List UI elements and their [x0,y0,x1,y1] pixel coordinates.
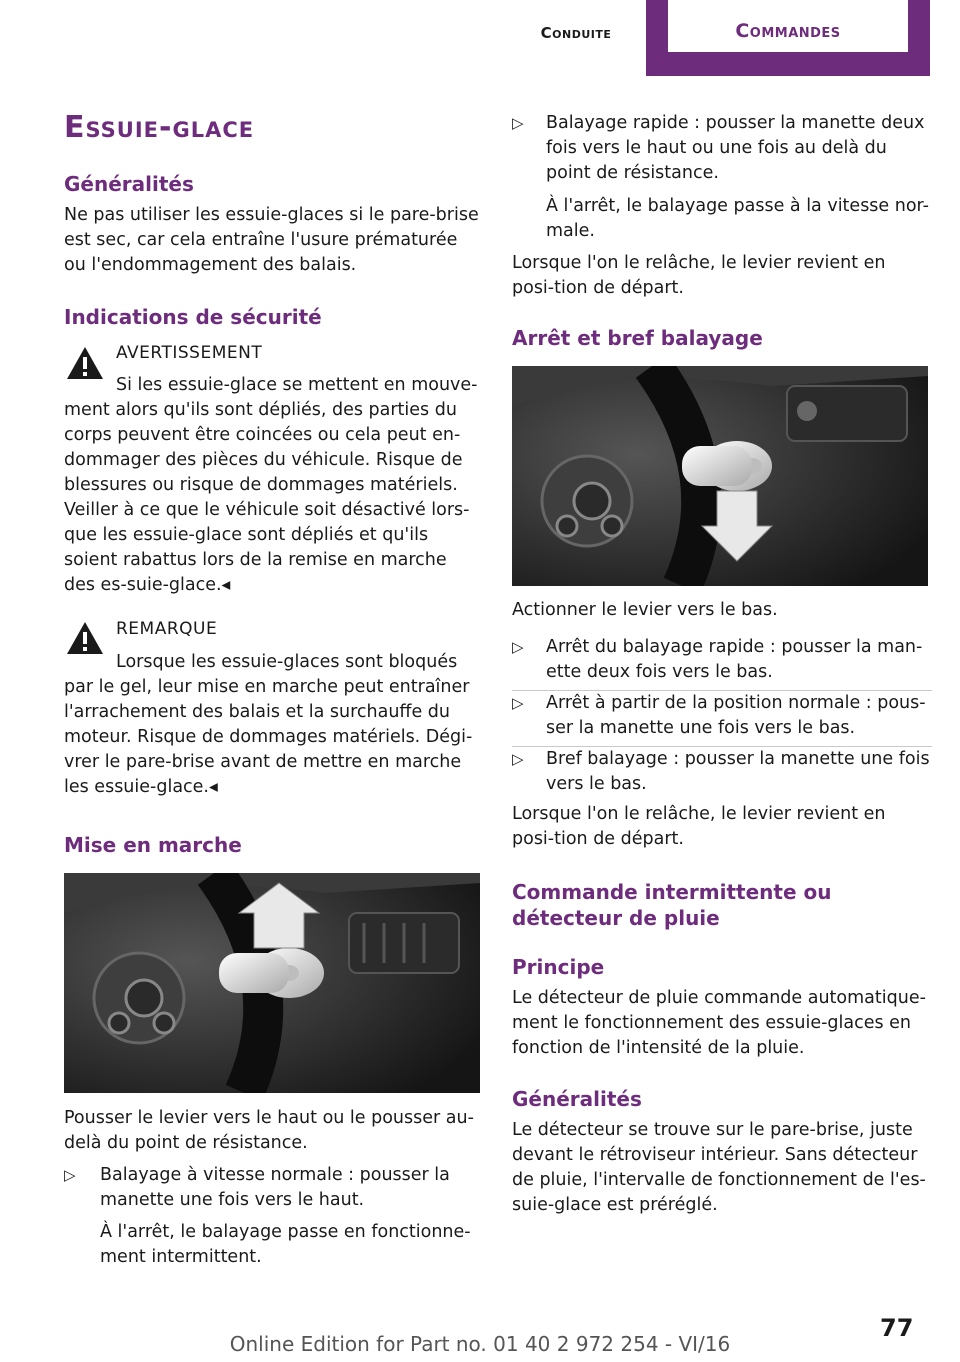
page-number: 77 [880,1314,914,1342]
bullet-balayage-rapide: Balayage rapide : pousser la manette deux fois vers le haut ou une fois au delà du point de résistance. [546,113,925,183]
page-title: Essuie-glace [64,110,255,145]
footer-edition: Online Edition for Part no. 01 40 2 972 254 - VI/16 [229,1332,731,1356]
header-tab-commandes [646,0,930,76]
generalites2-text: Le détecteur se trouve sur le pare-brise, juste devant le rétroviseur intérieur. Sans détecteur de pluie, l'intervalle de fonctionnement de l'es-suie-glace est préréglé. [512,1120,926,1215]
warning1-first-line: Si les essuie-glace se mettent en mouve- [116,375,478,395]
photo-lever-up-illustration [64,873,480,1093]
subsection-title-principe: Principe [512,955,605,979]
subsection-title-generalites: Généralités [512,1087,642,1111]
header-tab-conduite-label: Conduite [540,24,612,42]
warning-label-remarque: REMARQUE [116,619,218,639]
bullet-vitesse-normale-note: À l'arrêt, le balayage passe en fonctionne-ment intermittent. [100,1222,471,1267]
header-tab-commandes-label: Commandes [735,20,841,42]
bullet-triangle-icon: ▷ [64,1166,76,1184]
section-title-intermittente: Commande intermittente ou détecteur de pluie [512,880,832,930]
photo-lever-down [512,366,928,586]
bullet-arret-normale: Arrêt à partir de la position normale : pous-ser la manette une fois vers le bas. [546,693,926,738]
bullet-triangle-icon: ▷ [512,638,524,656]
photo-lever-down-illustration [512,366,928,586]
bullet-triangle-icon: ▷ [512,750,524,768]
bullet-arret-rapide: Arrêt du balayage rapide : pousser la man-ette deux fois vers le bas. [546,637,923,682]
section-title-generalites: Généralités [64,172,194,196]
section-title-mise-en-marche: Mise en marche [64,833,242,857]
photo-lever-up [64,873,480,1093]
header-tab-conduite [506,0,646,76]
mise-caption: Pousser le levier vers le haut ou le pousser au-delà du point de résistance. [64,1108,474,1153]
bullet-triangle-icon: ▷ [512,694,524,712]
bullet-vitesse-normale: Balayage à vitesse normale : pousser la manette une fois vers le haut. [100,1165,450,1210]
warning-triangle-icon [65,620,105,656]
warning-label-avertissement: AVERTISSEMENT [116,343,263,363]
bullet-balayage-rapide-note: À l'arrêt, le balayage passe à la vitesse nor-male. [546,196,929,241]
warning2-first-line: Lorsque les essuie-glaces sont bloqués [116,652,458,672]
section-title-securite: Indications de sécurité [64,305,322,329]
generalites-text: Ne pas utiliser les essuie-glaces si le pare-brise est sec, car cela entraîne l'usure prématurée ou l'endommagement des balais. [64,205,479,275]
warning2-text: par le gel, leur mise en marche peut entraîner l'arrachement des balais et la surchauffe du moteur. Risque de dommages matériels. Dégi-vrer le pare-brise avant de mettre en marche les essuie-glace.◂ [64,677,473,797]
release-text-2: Lorsque l'on le relâche, le levier revient en posi-tion de départ. [512,804,886,849]
warning-triangle-icon [65,345,105,381]
header-tab-commandes-inner [668,0,908,52]
bullet-triangle-icon: ▷ [512,114,524,132]
release-text-1: Lorsque l'on le relâche, le levier revient en posi-tion de départ. [512,253,886,298]
principe-text: Le détecteur de pluie commande automatique-ment le fonctionnement des essuie-glaces en fonction de l'intensité de la pluie. [512,988,926,1058]
section-title-arret: Arrêt et bref balayage [512,326,763,350]
arret-caption: Actionner le levier vers le bas. [512,600,778,620]
warning1-text: ment alors qu'ils sont dépliés, des parties du corps peuvent être coincées ou cela peut en-dommager des pièces du véhicule. Risque de blessures ou risque de dommages matériels. Veiller à ce que le véhicule soit désactivé lors-que les essuie-glace sont dépliés et qu'ils soient rabattus lors de la remise en marche des es-suie-glace.◂ [64,400,470,595]
bullet-bref-balayage: Bref balayage : pousser la manette une fois vers le bas. [546,749,930,794]
